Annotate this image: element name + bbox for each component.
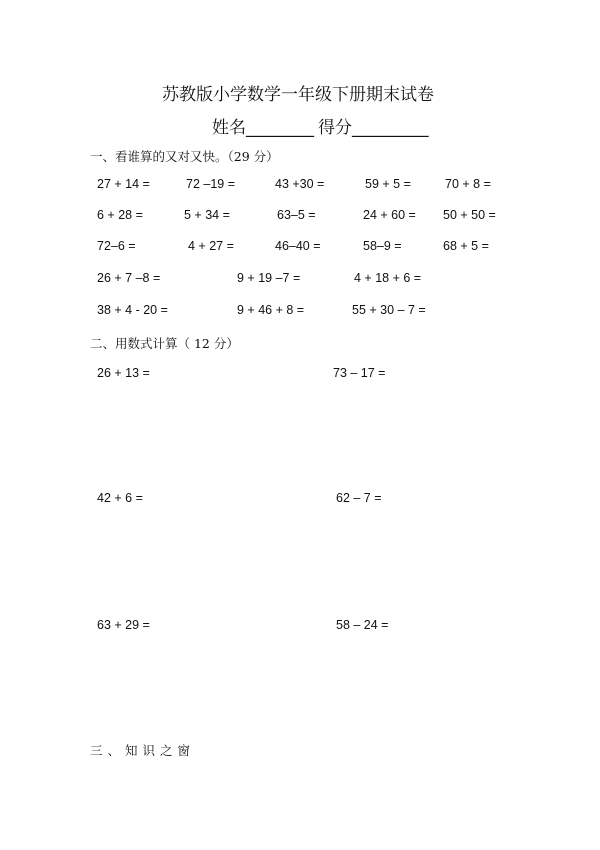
problem-2-1: 6 + 28 = [97, 208, 143, 222]
problem-1-5: 70 + 8 = [445, 177, 491, 191]
problem-1-2: 72 –19 = [186, 177, 236, 191]
problem-3-5: 68 + 5 = [443, 239, 489, 253]
vertical-problem-6: 58 – 24 = [336, 618, 389, 632]
problem-1-1: 27 + 14 = [97, 177, 150, 191]
problem-3-2: 4 + 27 = [188, 239, 234, 253]
vertical-problem-2: 73 – 17 = [333, 366, 386, 380]
vertical-problem-3: 42 + 6 = [97, 491, 143, 505]
problem-4-1: 26 + 7 –8 = [97, 271, 161, 285]
problem-2-3: 63–5 = [277, 208, 316, 222]
problem-2-4: 24 + 60 = [363, 208, 416, 222]
problem-5-1: 38 + 4 - 20 = [97, 303, 168, 317]
name-field[interactable]: 姓名________ [212, 118, 314, 138]
problem-5-3: 55 + 30 – 7 = [352, 303, 426, 317]
vertical-problem-4: 62 – 7 = [336, 491, 382, 505]
score-field[interactable]: 得分_________ [318, 118, 429, 138]
problem-3-3: 46–40 = [275, 239, 321, 253]
vertical-problem-1: 26 + 13 = [97, 366, 150, 380]
problem-3-1: 72–6 = [97, 239, 136, 253]
problem-1-4: 59 + 5 = [365, 177, 411, 191]
section-2-heading: 二、用数式计算（ 12 分） [90, 336, 239, 351]
problem-4-2: 9 + 19 –7 = [237, 271, 301, 285]
vertical-problem-5: 63 + 29 = [97, 618, 150, 632]
section-1-heading: 一、看谁算的又对又快。（29 分） [90, 149, 279, 164]
problem-4-3: 4 + 18 + 6 = [354, 271, 422, 285]
problem-3-4: 58–9 = [363, 239, 402, 253]
problem-5-2: 9 + 46 + 8 = [237, 303, 305, 317]
page-title: 苏教版小学数学一年级下册期末试卷 [162, 85, 434, 105]
problem-2-5: 50 + 50 = [443, 208, 496, 222]
problem-1-3: 43 +30 = [275, 177, 325, 191]
section-3-heading: 三、知识之窗 [90, 743, 196, 758]
problem-2-2: 5 + 34 = [184, 208, 230, 222]
